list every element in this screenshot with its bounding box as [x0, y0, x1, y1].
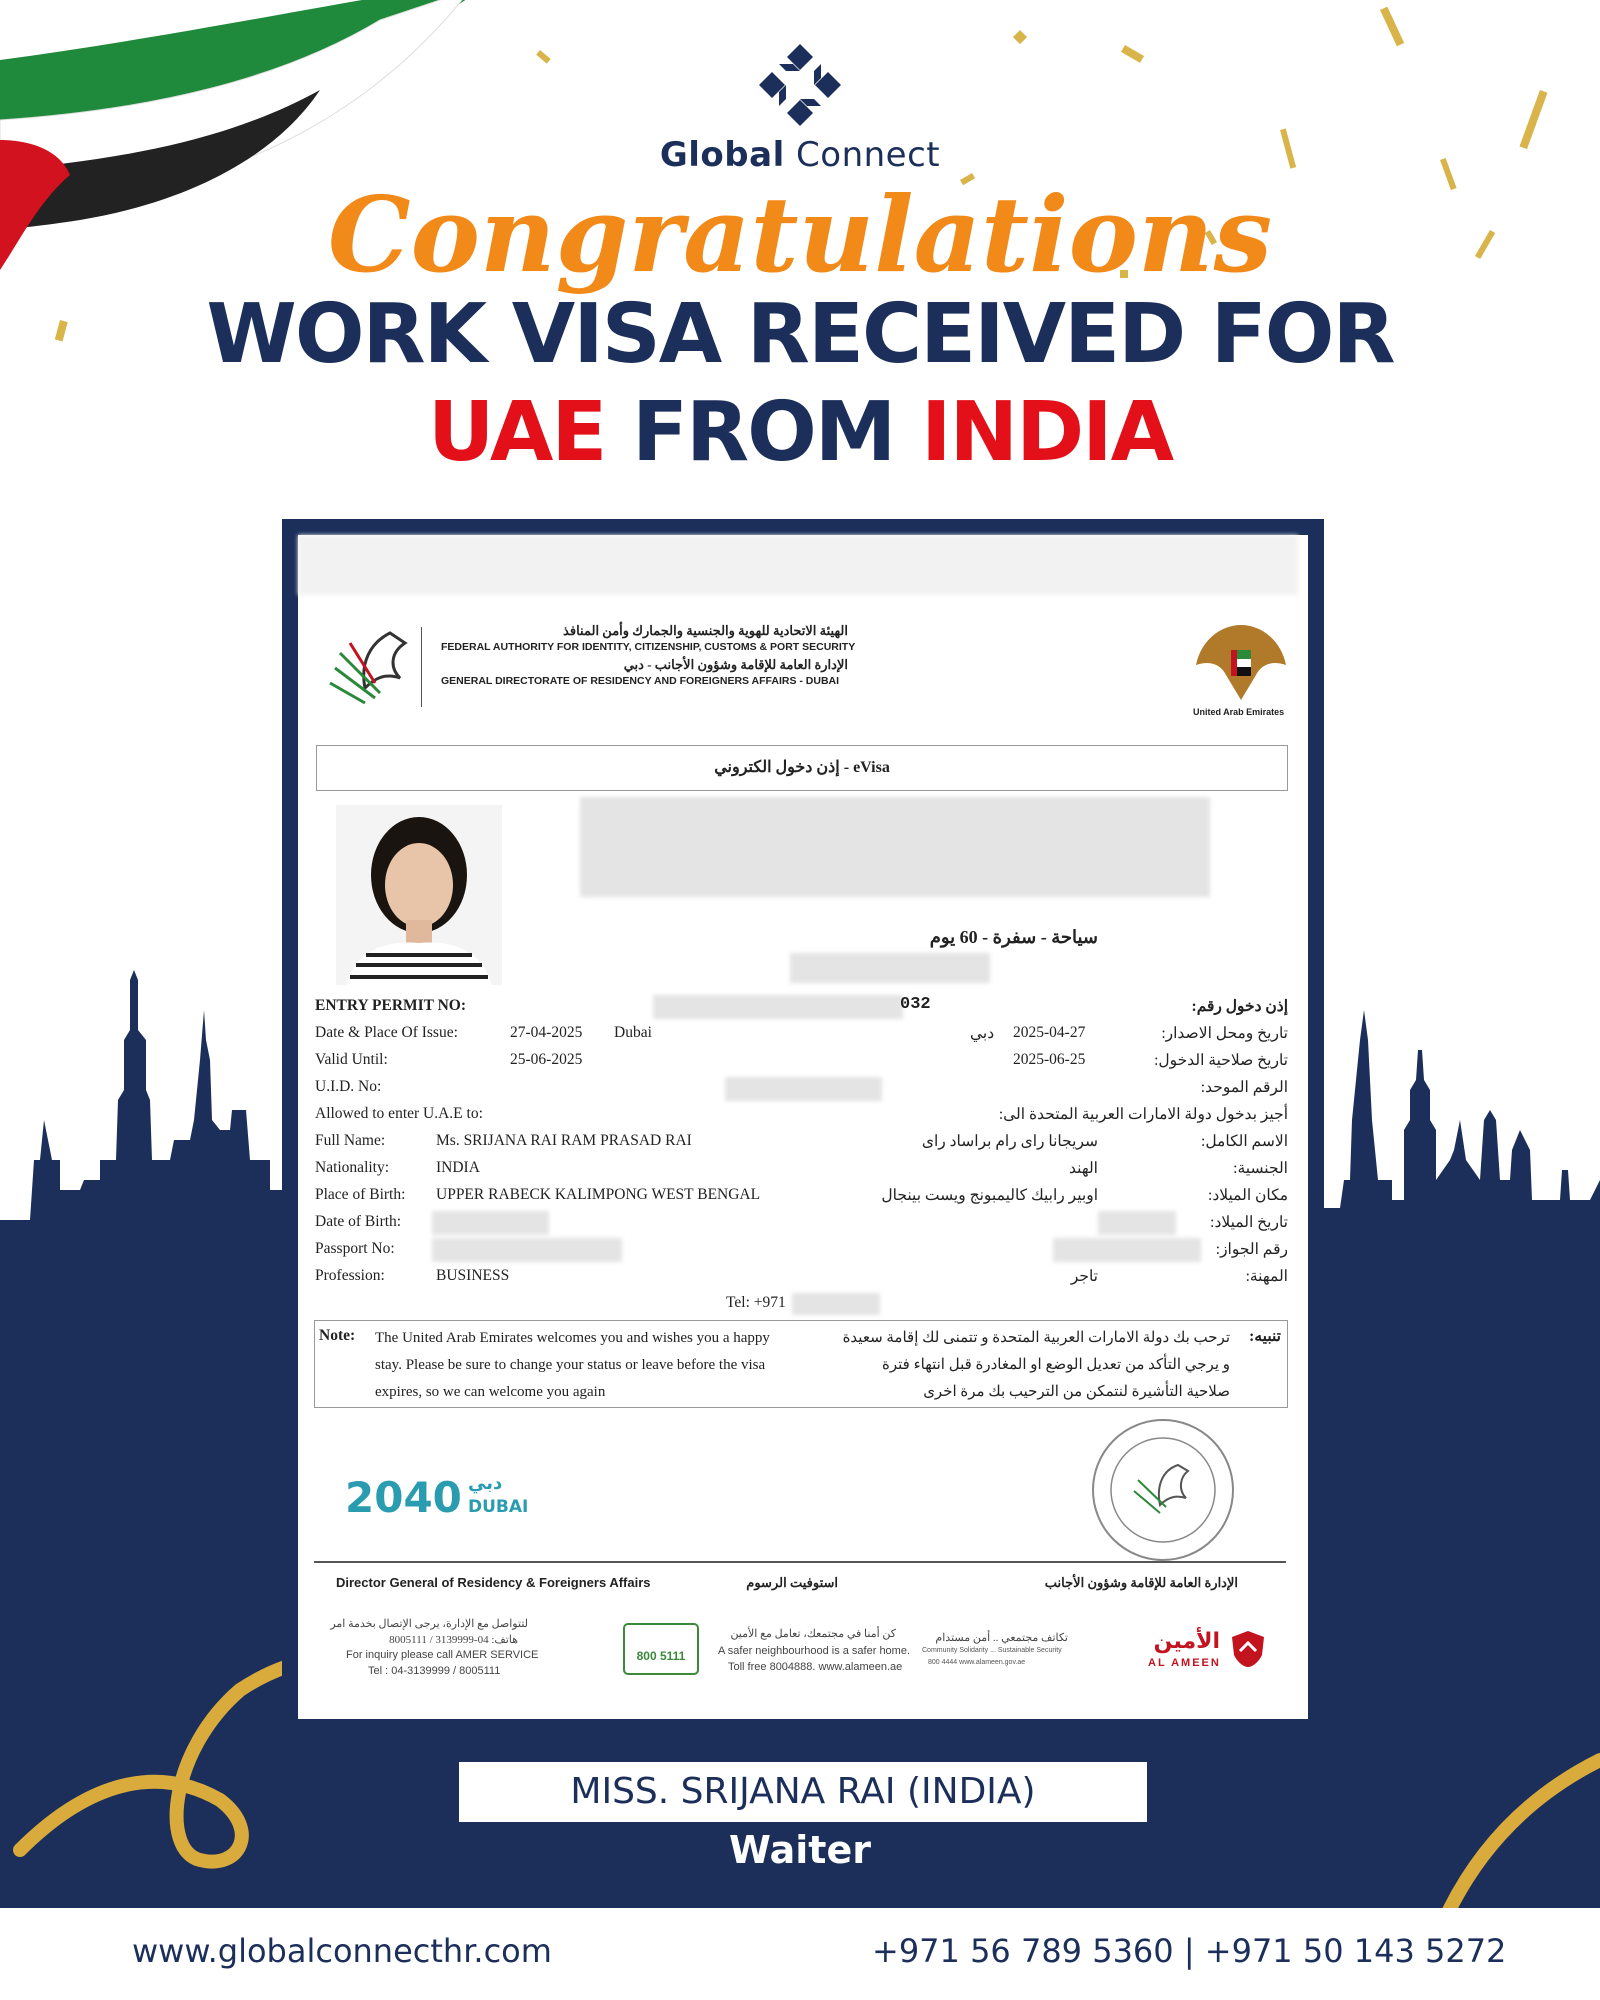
dubai-2040-en: DUBAI	[468, 1497, 529, 1517]
valid-date-ar: 2025-06-25	[1013, 1051, 1086, 1068]
note-label-ar: تنبيه:	[1249, 1328, 1281, 1345]
director-caption: Director General of Residency & Foreigners Affairs	[336, 1575, 651, 1590]
name-value: Ms. SRIJANA RAI RAM PRASAD RAI	[436, 1132, 692, 1149]
passport-label: Passport No:	[315, 1240, 395, 1257]
profession-label-ar: المهنة:	[1245, 1268, 1288, 1285]
redacted-permit	[653, 995, 903, 1019]
redacted-field	[790, 953, 990, 983]
redacted-tel	[792, 1293, 880, 1315]
security-en-1: Community Solidarity ... Sustainable Security	[922, 1647, 1062, 1654]
country-caption: United Arab Emirates	[1193, 707, 1285, 717]
uae-eagle-emblem-icon	[1191, 615, 1291, 705]
global-connect-logo-icon	[755, 40, 845, 130]
portrait-icon	[336, 805, 502, 985]
issue-place: Dubai	[614, 1024, 652, 1041]
issue-label-ar: تاريخ ومحل الاصدار:	[1161, 1025, 1288, 1042]
entry-permit-value: 032	[900, 995, 931, 1014]
redacted-dob	[432, 1211, 549, 1235]
evisa-title: إذن دخول الكتروني - eVisa	[714, 759, 890, 776]
entry-permit-ar: إذن دخول رقم:	[1191, 998, 1288, 1015]
note-text: The United Arab Emirates welcomes you and wishes you a happy stay. Please be sure to change your status or leave before the visa expires, so we can welcome you again	[375, 1330, 770, 1400]
passport-label-ar: رقم الجواز:	[1215, 1241, 1288, 1258]
headline-line-2: UAE FROM INDIA	[427, 385, 1173, 480]
authority-english-2: GENERAL DIRECTORATE OF RESIDENCY AND FOREIGNERS AFFAIRS - DUBAI	[441, 675, 840, 687]
uid-label-ar: الرقم الموحد:	[1200, 1079, 1288, 1096]
alameen-ar: كن أمنا في مجتمعك، تعامل مع الأمين	[730, 1628, 896, 1640]
phone-numbers: +971 56 789 5360 | +971 50 143 5272	[872, 1932, 1507, 1970]
directorate-ar: الإدارة العامة للإقامة وشؤون الأجانب	[1044, 1575, 1238, 1590]
issue-label: Date & Place Of Issue:	[315, 1024, 458, 1041]
dob-label: Date of Birth:	[315, 1213, 402, 1230]
amer-en-1: For inquiry please call AMER SERVICE	[346, 1649, 539, 1661]
profession-value: BUSINESS	[436, 1267, 510, 1284]
amer-badge-text: 800 5111	[636, 1649, 686, 1663]
note-text-ar: ترحب بك دولة الامارات العربية المتحدة و تتمنى لك إقامة سعيدة و يرجي التأكد من تعديل الوضع او المغادرة قبل انتهاء فترة صلاحية التأشيرة لنتمكن من الترحيب بك مرة اخرى	[842, 1330, 1230, 1400]
valid-label: Valid Until:	[315, 1051, 388, 1068]
alameen-en-2: Toll free 8004888. www.alameen.ae	[728, 1661, 903, 1673]
visa-type-arabic: سياحة - سفرة - 60 يوم	[929, 927, 1098, 947]
allowed-label: Allowed to enter U.A.E to:	[315, 1105, 483, 1122]
applicant-photo	[336, 805, 502, 985]
nationality-value: INDIA	[436, 1159, 480, 1176]
alameen-logo-ar: الأمين	[1153, 1629, 1220, 1654]
brand-name: Global Connect	[659, 135, 941, 175]
pob-value: UPPER RABECK KALIMPONG WEST BENGAL	[436, 1186, 761, 1203]
valid-label-ar: تاريخ صلاحية الدخول:	[1154, 1052, 1288, 1069]
redacted-passport	[432, 1238, 622, 1262]
authority-english-1: FEDERAL AUTHORITY FOR IDENTITY, CITIZENSHIP, CUSTOMS & PORT SECURITY	[441, 641, 856, 653]
evisa-title-box	[316, 745, 1288, 791]
falcon-emblem-icon	[320, 623, 420, 718]
amer-ar-2: هاتف: 04-3139999 / 8005111	[389, 1634, 518, 1646]
issue-date-ar: 2025-04-27	[1013, 1024, 1086, 1041]
fees-paid-ar: استوفيت الرسوم	[746, 1575, 838, 1590]
pob-value-ar: اوبير رابيك كاليمبونج ويست بينجال	[881, 1187, 1098, 1204]
authority-arabic-1: الهيئة الاتحادية للهوية والجنسية والجمارك وأمن المنافذ	[563, 623, 848, 638]
issue-place-ar: دبي	[970, 1025, 995, 1042]
alameen-en-1: A safer neighbourhood is a safer home.	[718, 1645, 911, 1657]
visa-document	[298, 535, 1308, 1719]
note-box	[314, 1320, 1288, 1408]
profession-label: Profession:	[315, 1267, 385, 1284]
security-en-2: 800 4444 www.alameen.gov.ae	[928, 1659, 1026, 1666]
amer-ar-1: لتتواصل مع الإدارة، يرجى الإتصال بخدمة امر	[330, 1618, 528, 1630]
security-ar: تكاتف مجتمعي .. أمن مستدام	[935, 1632, 1068, 1644]
candidate-name: MISS. SRIJANA RAI (INDIA)	[459, 1762, 1147, 1822]
alameen-logo-en: AL AMEEN	[1148, 1657, 1221, 1669]
dubai-2040-ar: دبي	[468, 1473, 503, 1494]
amer-en-2: Tel : 04-3139999 / 8005111	[368, 1665, 501, 1677]
name-label: Full Name:	[315, 1132, 386, 1149]
headline-line-1: WORK VISA RECEIVED FOR	[206, 287, 1394, 382]
nationality-label-ar: الجنسية:	[1233, 1160, 1288, 1177]
alameen-shield-icon	[1228, 1629, 1268, 1669]
pob-label: Place of Birth:	[315, 1186, 406, 1203]
redacted-barcode	[580, 797, 1210, 897]
name-value-ar: سريجانا راى رام براساد راى	[921, 1133, 1098, 1150]
dob-label-ar: تاريخ الميلاد:	[1210, 1214, 1288, 1231]
issue-date: 27-04-2025	[510, 1024, 583, 1041]
allowed-label-ar: أجيز بدخول دولة الامارات العربية المتحدة الى:	[998, 1106, 1288, 1123]
redacted-top	[298, 535, 1298, 595]
redacted-uid	[725, 1077, 882, 1101]
website-link[interactable]: www.globalconnecthr.com	[132, 1932, 552, 1970]
entry-permit-label: ENTRY PERMIT NO:	[315, 997, 467, 1014]
congratulations-heading: Congratulations	[327, 173, 1273, 296]
profession-value-ar: تاجر	[1070, 1268, 1098, 1285]
valid-date: 25-06-2025	[510, 1051, 583, 1068]
nationality-label: Nationality:	[315, 1159, 390, 1176]
dubai-2040-number: 2040	[345, 1473, 462, 1522]
authority-arabic-2: الإدارة العامة للإقامة وشؤون الأجانب - دبي	[623, 657, 848, 672]
name-label-ar: الاسم الكامل:	[1201, 1133, 1288, 1150]
official-stamp-icon	[1088, 1415, 1238, 1565]
candidate-role: Waiter	[729, 1828, 871, 1872]
amer-badge	[623, 1623, 699, 1675]
note-label: Note:	[319, 1327, 356, 1344]
pob-label-ar: مكان الميلاد:	[1208, 1187, 1288, 1204]
tel: Tel: +971	[726, 1294, 786, 1311]
uid-label: U.I.D. No:	[315, 1078, 382, 1095]
signature-line	[314, 1561, 1286, 1563]
brand-header	[0, 40, 1600, 175]
nationality-value-ar: الهند	[1069, 1160, 1098, 1177]
header-divider	[421, 627, 422, 707]
